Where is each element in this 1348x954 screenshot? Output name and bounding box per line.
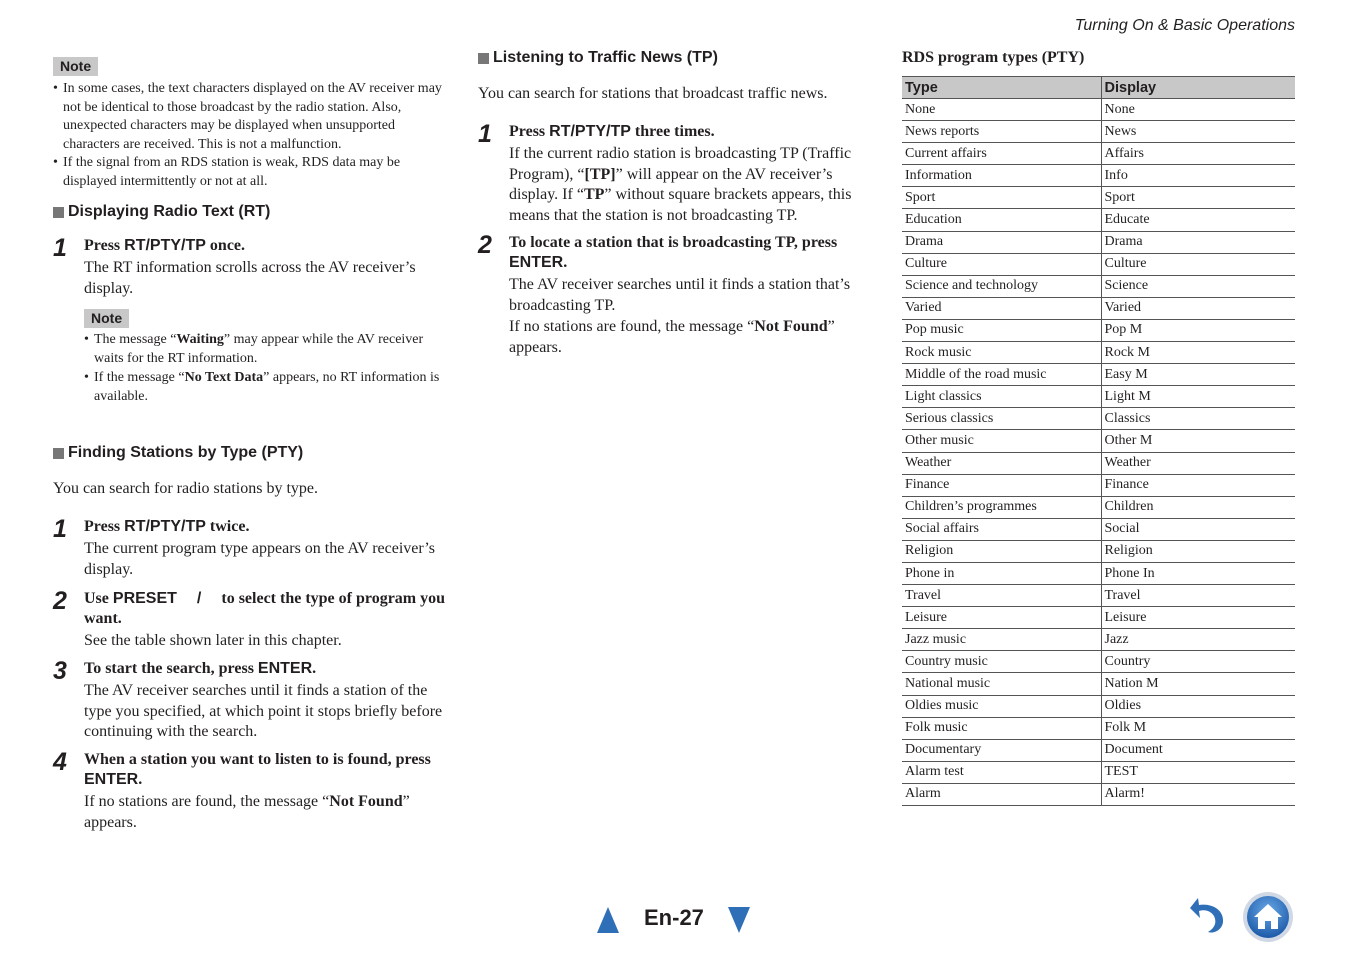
- page-header-title: Turning On & Basic Operations: [1074, 17, 1295, 34]
- cell-display: TEST: [1101, 761, 1295, 783]
- cell-display: Leisure: [1101, 607, 1295, 629]
- table-row: [902, 496, 1295, 518]
- table-header-row: [902, 77, 1295, 99]
- cell-display: Weather: [1101, 452, 1295, 474]
- rt-note-list: [84, 331, 446, 406]
- cell-display: Pop M: [1101, 319, 1295, 341]
- step-body: If no stations are found, the message “Not Found” appears.: [84, 793, 410, 831]
- step-body: If no stations are found, the message “Not Found” appears.: [509, 318, 835, 356]
- cell-display: Document: [1101, 739, 1295, 761]
- tp-intro: You can search for stations that broadcast traffic news.: [478, 85, 828, 102]
- cell-display: Alarm!: [1101, 783, 1295, 805]
- cell-display: Affairs: [1101, 143, 1295, 165]
- cell-display: Rock M: [1101, 342, 1295, 364]
- remote-button-label: ENTER: [84, 771, 139, 788]
- section-heading-rt: [53, 202, 270, 222]
- step-number: 3: [53, 657, 67, 685]
- cell-type: Education: [902, 209, 1101, 231]
- cell-type: Finance: [902, 474, 1101, 496]
- table-row: [902, 121, 1295, 143]
- rt-note: [84, 309, 129, 328]
- remote-button-label: ENTER: [509, 254, 564, 271]
- cell-type: Documentary: [902, 739, 1101, 761]
- cell-display: Travel: [1101, 585, 1295, 607]
- step-title: Press RT/PTY/TP three times.: [509, 123, 715, 140]
- table-row: [902, 275, 1295, 297]
- step-title: Use PRESET / to select the type of program you want.: [84, 590, 446, 627]
- section-heading-pty: [53, 443, 303, 463]
- rt-note-item: • The message “Waiting” may appear while the AV receiver waits for the RT information.: [84, 331, 446, 368]
- table-row: [902, 408, 1295, 430]
- cell-display: Religion: [1101, 540, 1295, 562]
- cell-type: Varied: [902, 297, 1101, 319]
- remote-button-label: ENTER: [257, 660, 313, 677]
- cell-type: Current affairs: [902, 143, 1101, 165]
- cell-type: Rock music: [902, 342, 1101, 364]
- column-header-display: Display: [1101, 77, 1295, 99]
- cell-display: Culture: [1101, 253, 1295, 275]
- cell-type: Social affairs: [902, 518, 1101, 540]
- rt-step-1: [53, 236, 446, 299]
- cell-type: Information: [902, 165, 1101, 187]
- cell-display: Phone In: [1101, 562, 1295, 584]
- cell-display: News: [1101, 121, 1295, 143]
- step-title: Press RT/PTY/TP twice.: [84, 518, 250, 535]
- pty-step-4: [53, 750, 446, 833]
- table-row: [902, 143, 1295, 165]
- cell-type: Light classics: [902, 386, 1101, 408]
- cell-display: Social: [1101, 518, 1295, 540]
- section-heading-text: Displaying Radio Text (RT): [68, 203, 271, 220]
- table-row: [902, 364, 1295, 386]
- pty-step-3: [53, 659, 446, 743]
- cell-display: Nation M: [1101, 673, 1295, 695]
- table-row: [902, 165, 1295, 187]
- section-heading-text: Listening to Traffic News (TP): [493, 49, 718, 66]
- remote-button-label: PRESET: [112, 590, 177, 607]
- cell-type: Weather: [902, 452, 1101, 474]
- cell-type: Sport: [902, 187, 1101, 209]
- cell-type: Children’s programmes: [902, 496, 1101, 518]
- cell-type: Country music: [902, 651, 1101, 673]
- table-row: [902, 717, 1295, 739]
- cell-display: Jazz: [1101, 629, 1295, 651]
- section-heading-text: Finding Stations by Type (PTY): [68, 444, 304, 461]
- rt-note-item: • If the message “No Text Data” appears, no RT information is available.: [84, 369, 446, 406]
- cell-type: Leisure: [902, 607, 1101, 629]
- table-row: [902, 253, 1295, 275]
- cell-display: Classics: [1101, 408, 1295, 430]
- triangle-up-icon[interactable]: [597, 907, 619, 933]
- table-row: [902, 474, 1295, 496]
- remote-button-label: RT/PTY/TP: [124, 237, 206, 254]
- table-row: [902, 209, 1295, 231]
- cell-display: Easy M: [1101, 364, 1295, 386]
- table-row: [902, 607, 1295, 629]
- cell-display: Light M: [1101, 386, 1295, 408]
- step-number: 2: [53, 587, 67, 615]
- step-title: When a station you want to listen to is found, press ENTER.: [84, 751, 431, 788]
- pty-table: [902, 76, 1295, 806]
- table-row: [902, 695, 1295, 717]
- cell-type: Other music: [902, 430, 1101, 452]
- step-body: See the table shown later in this chapter.: [84, 632, 342, 649]
- home-icon[interactable]: [1242, 891, 1294, 943]
- cell-type: Phone in: [902, 562, 1101, 584]
- triangle-down-icon[interactable]: [728, 907, 750, 933]
- step-title: To start the search, press ENTER.: [84, 660, 317, 677]
- table-row: [902, 430, 1295, 452]
- tp-step-1: [478, 122, 871, 226]
- step-body: If the current radio station is broadcasting TP (Traffic Program), “[TP]” will appear on the AV receiver’s display. If “TP” without square brackets appears, this means that the station is not broadcasting TP.: [509, 145, 852, 224]
- table-row: [902, 761, 1295, 783]
- square-bullet-icon: [53, 207, 64, 218]
- table-row: [902, 651, 1295, 673]
- cell-type: News reports: [902, 121, 1101, 143]
- step-number: 1: [53, 515, 67, 543]
- step-title: Press RT/PTY/TP once.: [84, 237, 246, 254]
- step-body: The current program type appears on the AV receiver’s display.: [84, 540, 435, 578]
- footer: [0, 900, 1348, 940]
- cell-type: Alarm test: [902, 761, 1101, 783]
- table-row: [902, 297, 1295, 319]
- cell-display: None: [1101, 99, 1295, 121]
- cell-display: Educate: [1101, 209, 1295, 231]
- note1: [53, 57, 98, 76]
- cell-type: Middle of the road music: [902, 364, 1101, 386]
- cell-display: Oldies: [1101, 695, 1295, 717]
- square-bullet-icon: [53, 448, 64, 459]
- return-arrow-icon[interactable]: [1180, 894, 1228, 934]
- table-row: [902, 187, 1295, 209]
- cell-display: Drama: [1101, 231, 1295, 253]
- cell-type: Religion: [902, 540, 1101, 562]
- step-body: The AV receiver searches until it finds a station that’s broadcasting TP.: [509, 276, 851, 314]
- remote-button-label: RT/PTY/TP: [124, 518, 206, 535]
- cell-display: Folk M: [1101, 717, 1295, 739]
- cell-display: Finance: [1101, 474, 1295, 496]
- cell-display: Other M: [1101, 430, 1295, 452]
- cell-display: Science: [1101, 275, 1295, 297]
- table-row: [902, 386, 1295, 408]
- step-number: 4: [53, 748, 67, 776]
- pty-table-body: [902, 99, 1295, 806]
- table-row: [902, 518, 1295, 540]
- table-row: [902, 342, 1295, 364]
- column-header-type: Type: [902, 77, 1101, 99]
- note-badge: Note: [53, 57, 98, 76]
- step-title: To locate a station that is broadcasting TP, press ENTER.: [509, 234, 838, 271]
- step-number: 1: [478, 120, 492, 148]
- cell-display: Sport: [1101, 187, 1295, 209]
- table-row: [902, 319, 1295, 341]
- tp-step-2: [478, 233, 871, 358]
- page-number: En-27: [644, 905, 704, 930]
- cell-type: Jazz music: [902, 629, 1101, 651]
- table-row: [902, 673, 1295, 695]
- note1-item: • If the signal from an RDS station is weak, RDS data may be displayed intermittently or not at all.: [53, 154, 446, 191]
- cell-type: Pop music: [902, 319, 1101, 341]
- table-row: [902, 231, 1295, 253]
- cell-type: Serious classics: [902, 408, 1101, 430]
- cell-display: Varied: [1101, 297, 1295, 319]
- cell-type: Science and technology: [902, 275, 1101, 297]
- pty-intro: You can search for radio stations by type.: [53, 480, 318, 497]
- cell-type: Drama: [902, 231, 1101, 253]
- pty-step-1: [53, 517, 446, 580]
- note1-item: • In some cases, the text characters displayed on the AV receiver may not be identical to those broadcast by the radio station. Also, unexpected characters may be displayed when unsupported characters are received. This is not a malfunction.: [53, 80, 446, 154]
- note1-list: [53, 80, 446, 191]
- cell-display: Children: [1101, 496, 1295, 518]
- cell-type: Folk music: [902, 717, 1101, 739]
- step-body: The AV receiver searches until it finds a station of the type you specified, at which point it stops briefly before continuing with the search.: [84, 682, 443, 740]
- pty-step-2: [53, 589, 446, 652]
- step-body: The RT information scrolls across the AV receiver’s display.: [84, 259, 416, 297]
- cell-type: Alarm: [902, 783, 1101, 805]
- cell-display: Country: [1101, 651, 1295, 673]
- cell-type: National music: [902, 673, 1101, 695]
- cell-display: Info: [1101, 165, 1295, 187]
- table-row: [902, 99, 1295, 121]
- table-row: [902, 562, 1295, 584]
- step-number: 2: [478, 231, 492, 259]
- square-bullet-icon: [478, 53, 489, 64]
- section-heading-tp: [478, 48, 718, 68]
- remote-button-label: RT/PTY/TP: [549, 123, 631, 140]
- cell-type: Travel: [902, 585, 1101, 607]
- cell-type: Oldies music: [902, 695, 1101, 717]
- table-row: [902, 629, 1295, 651]
- note-badge: Note: [84, 309, 129, 328]
- table-row: [902, 585, 1295, 607]
- table-row: [902, 739, 1295, 761]
- table-row: [902, 452, 1295, 474]
- step-number: 1: [53, 234, 67, 262]
- table-row: [902, 783, 1295, 805]
- cell-type: Culture: [902, 253, 1101, 275]
- cell-type: None: [902, 99, 1101, 121]
- pty-table-title: RDS program types (PTY): [902, 49, 1085, 66]
- table-row: [902, 540, 1295, 562]
